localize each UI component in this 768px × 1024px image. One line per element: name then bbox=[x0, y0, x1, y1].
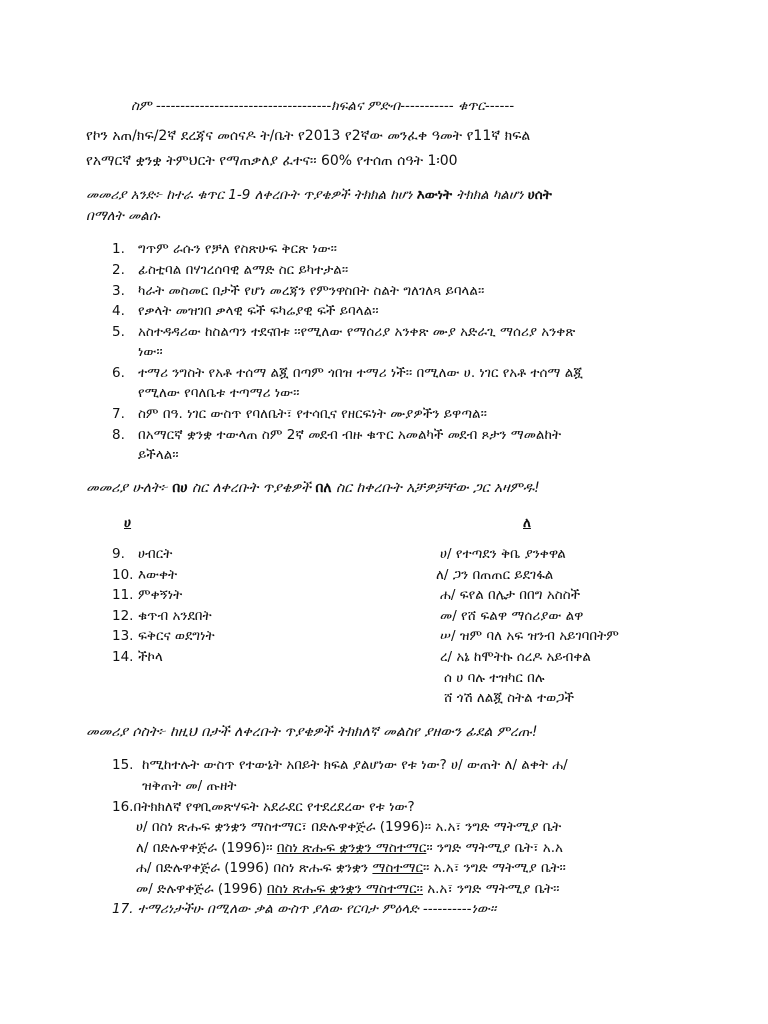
question-16-option-d bbox=[136, 880, 559, 898]
question-number: 2. bbox=[112, 262, 125, 278]
match-item-9 bbox=[112, 545, 172, 563]
question-number: 4. bbox=[112, 303, 125, 319]
section-2-text-c: ስር ከቀረቡት አቻዎቻቸው ጋር አዛምዱ! bbox=[331, 480, 540, 496]
question-number: 7. bbox=[112, 406, 125, 422]
match-number: 13. bbox=[112, 628, 134, 644]
column-b-word: በለ bbox=[315, 480, 332, 496]
question-text: አስተዳዳሪው ከስልጣን ተደናበቱ ፡፡የሚለው የማሰሪያ አንቀጽ ሙያ አድራጊ ማሰሪያ አንቀጽ bbox=[138, 324, 576, 340]
question-7 bbox=[112, 405, 487, 423]
section-1-text-2: ትክክል ካልሆነ bbox=[452, 187, 528, 203]
student-info-line: ስም ------------------------------------ክፍልና ምድብ----------- ቁጥር------ bbox=[131, 98, 515, 114]
question-text: በአማርኛ ቋንቋ ተውላጠ ስም 2ኛ መደብ ብዙ ቁጥር አመልካች መደብ ጾታን ማመልከት bbox=[138, 427, 562, 443]
match-number: 11. bbox=[112, 587, 134, 603]
column-b-header: ለ bbox=[523, 515, 531, 531]
option-prefix: ለ/ በድሉዋቀጅራ (1996)፡፡ bbox=[136, 840, 277, 856]
exam-title-line-1: የኮን አጠ/ክፍ/2ኛ ደረጃና መሰናዶ ት/ቤት የ2013 የ2ኛው መንፈቀ ዓመት የ11ኛ ክፍል bbox=[86, 128, 531, 144]
question-number: 6. bbox=[112, 365, 125, 381]
question-text: ተማሪነታችሁ በሚለው ቃል ውስጥ ያለው የርባታ ምዕላድ ----------ነው፡፡ bbox=[137, 901, 497, 917]
question-text: በትክክለኛ የዋቢመጽሃፍት አደራደር የተደረደረው የቱ ነው? bbox=[133, 799, 415, 815]
match-option-a: ሀ/ የተጣደን ቅቤ ያንቀዋል bbox=[440, 546, 566, 562]
question-15 bbox=[112, 756, 568, 774]
column-a-header: ሀ bbox=[124, 515, 132, 531]
question-number: 15. bbox=[112, 757, 134, 773]
match-option-h: ሸ ጎሽ ለልጇ ስትል ተወጋች bbox=[444, 690, 574, 706]
question-number: 1. bbox=[112, 241, 125, 257]
match-text: ምቀኝነት bbox=[138, 587, 183, 603]
match-text: እውቀት bbox=[138, 567, 178, 583]
exam-title-line-2: የአማርኛ ቋንቋ ትምህርት የማጠቃለያ ፈተና፡፡ 60% የተሰጠ ሰዓት 1፡00 bbox=[86, 153, 458, 169]
option-underlined: በስነ ጽሑፍ ቋንቋን ማስተማር፡፡ bbox=[267, 881, 423, 897]
section-1-instruction-line-2: በማለት መልሱ bbox=[86, 208, 160, 224]
section-2-instruction bbox=[86, 479, 540, 497]
match-item-14 bbox=[112, 648, 163, 666]
match-text: ሀብርት bbox=[138, 546, 173, 562]
match-item-11 bbox=[112, 586, 182, 604]
question-number: 3. bbox=[112, 283, 125, 299]
match-item-10 bbox=[112, 566, 177, 584]
match-number: 9. bbox=[112, 546, 125, 562]
match-option-g: ሰ ሀ ባሉ ተዝካር በሉ bbox=[444, 670, 545, 686]
option-suffix: ፡፡ ንግድ ማትሚያ ቤት፣ አ.አ bbox=[426, 840, 563, 856]
false-word: ሀሰት bbox=[527, 187, 552, 203]
match-item-13 bbox=[112, 627, 215, 645]
match-number: 10. bbox=[112, 567, 134, 583]
option-prefix: መ/ ድሉዋቀጅራ (1996) bbox=[136, 881, 268, 897]
option-suffix: አ.አ፣ ንግድ ማትሚያ ቤት፡፡ bbox=[422, 881, 560, 897]
question-8-continued: ይችላል፡፡ bbox=[138, 447, 179, 463]
match-number: 12. bbox=[112, 608, 134, 624]
match-option-e: ሠ/ ዝም ባለ አፍ ዝንብ አይገባበትም bbox=[440, 628, 619, 644]
section-1-text: ከተራ ቁጥር 1-9 ለቀረቡት ጥያቄዎች ትክክል ከሆነ bbox=[162, 187, 417, 203]
question-6 bbox=[112, 364, 583, 382]
option-suffix: በስነ ጽሑፍ ቋንቋን ማስተማር፣ በድሉዋቀጅራ (1996)፡፡ አ.አ፣ ንግድ ማትሚያ ቤት bbox=[151, 819, 562, 835]
question-15-continued: ዝቅጠት መ/ ጡዘት bbox=[142, 778, 237, 794]
option-underlined: በስነ ጽሑፍ ቋንቋን ማስተማር bbox=[276, 840, 427, 856]
question-number: 8. bbox=[112, 427, 125, 443]
match-text: ፍቅርና ወደግነት bbox=[138, 628, 215, 644]
option-suffix: ፡፡ አ.አ፣ ንግድ ማትሚያ ቤት፡፡ bbox=[422, 860, 566, 876]
question-6-continued: የሚለው የባለቤቱ ተጣማሪ ነው፡፡ bbox=[138, 385, 300, 401]
section-2-text-b: ስር ለቀረቡት ጥያቄዎች bbox=[187, 480, 316, 496]
match-option-c: ሐ/ ፍየል በሌታ በበግ አስስች bbox=[440, 587, 581, 603]
question-text: ከሚከተሉት ውስጥ የተውኔት አበይት ክፍል ያልሆነው የቱ ነው? ሀ/ ውጠት ለ/ ልቀት ሐ/ bbox=[142, 757, 568, 773]
option-prefix: ሀ/ bbox=[136, 819, 152, 835]
true-word: እውነት bbox=[416, 187, 453, 203]
match-text: ቁጥብ አንደበት bbox=[138, 608, 212, 624]
section-1-instruction bbox=[86, 186, 552, 204]
column-a-word: በሀ bbox=[172, 480, 188, 496]
question-1 bbox=[112, 240, 337, 258]
question-number: 5. bbox=[112, 324, 125, 340]
match-option-b: ለ/ ጋን በጠጠር ይደገፋል bbox=[436, 567, 554, 583]
match-item-12 bbox=[112, 607, 212, 625]
question-text: ተማሪ ንግስት የአቶ ተሰማ ልጇ በጣም ጎበዝ ተማሪ ነች፡፡ በሚለው ሀ. ነገር የአቶ ተሰማ ልጇ bbox=[138, 365, 583, 381]
question-8 bbox=[112, 426, 561, 444]
section-1-label: መመሪያ አንድ፦ bbox=[86, 187, 163, 203]
question-3 bbox=[112, 282, 484, 300]
question-text: ስም በዓ. ነገር ውስጥ የባለቤት፣ የተሳቢና የዘርፍነት ሙያዎችን ይዋጣል፡፡ bbox=[138, 406, 487, 422]
section-2-label: መመሪያ ሁለት፦ bbox=[86, 480, 168, 496]
question-16-option-b bbox=[136, 839, 563, 857]
section-3-label: መመሪያ ሶስት፦ bbox=[86, 724, 166, 740]
section-3-instruction bbox=[86, 723, 537, 741]
question-text: ፊስቲባል በሃገረሰባዊ ልማድ ስር ይካተታል፡፡ bbox=[138, 262, 349, 278]
option-prefix: ሐ/ በድሉዋቀጅራ (1996) በስነ ጽሑፍ ቋንቋን bbox=[136, 860, 373, 876]
match-option-d: መ/ የሸ ፍልዋ ማሰሪያው ልዋ bbox=[440, 608, 584, 624]
question-2 bbox=[112, 261, 348, 279]
question-text: ግጥም ራሱን የቻለ የስጽሁፍ ቅርጽ ነው፡፡ bbox=[138, 241, 337, 257]
question-16-option-c bbox=[136, 859, 566, 877]
question-16 bbox=[112, 798, 415, 816]
question-text: የቃላት መዝገበ ቃላዊ ፍች ፍካሬያዊ ፍች ይባላል፡፡ bbox=[138, 303, 379, 319]
match-number: 14. bbox=[112, 649, 134, 665]
match-text: ችኮላ bbox=[138, 649, 163, 665]
match-option-f: ረ/ አኔ ከሞትኩ ሰረዶ አይብቀል bbox=[440, 649, 591, 665]
question-5 bbox=[112, 323, 575, 341]
question-17 bbox=[112, 900, 496, 918]
question-4 bbox=[112, 302, 379, 320]
question-text: ካራት መስመር በታች የሆነ መረጃን የምንዋስበት ስልት ግለገለጻ ይባላል፡፡ bbox=[138, 283, 485, 299]
question-number: 17. bbox=[112, 901, 134, 917]
section-3-text: ከዚህ በታች ለቀረቡት ጥያቄዎች ትክክለኛ መልስየ ያዘውን ፊደል ምረጡ! bbox=[165, 724, 538, 740]
question-number: 16. bbox=[112, 799, 134, 815]
option-underlined: ማስተማር bbox=[372, 860, 423, 876]
question-5-continued: ነው፡፡ bbox=[138, 344, 163, 360]
question-16-option-a bbox=[136, 818, 561, 836]
